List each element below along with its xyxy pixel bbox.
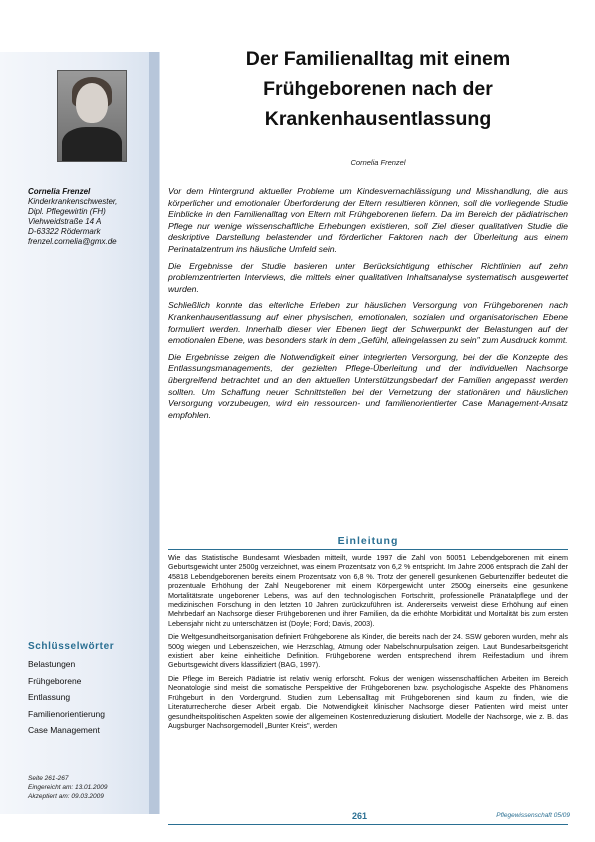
title-line: Krankenhausentlassung bbox=[264, 108, 492, 130]
keyword-item: Case Management bbox=[28, 725, 100, 735]
keywords-list bbox=[28, 656, 153, 739]
author-line: Viehweidstraße 14 A bbox=[28, 217, 102, 226]
author-line: D-63322 Rödermark bbox=[28, 227, 101, 236]
author-photo-body bbox=[62, 127, 122, 162]
abstract-paragraph: Die Ergebnisse zeigen die Notwendigkeit einer integrierten Versorgung, bei der die Konzepte des Entlassungsmanagements, der gezielten Pflege-Überleitung und der individuellen Nachsorge übergreifend betrachtet und an den aktuellen Unterstützungsbedarf der Familien angepasst werden sollten. Um Schaffung neuer Schnittstellen bei der Vernetzung der stationären und häuslichen Versorgung vorzubeugen, wird ein ressourcen- und familienorientierter Case Management-Ansatz empfohlen. bbox=[168, 351, 568, 420]
meta-pages: Seite 261-267 bbox=[28, 775, 69, 782]
byline: Cornelia Frenzel bbox=[350, 158, 406, 167]
title-line: Frühgeborenen nach der bbox=[263, 78, 493, 100]
abstract-paragraph: Die Ergebnisse der Studie basieren unter Berücksichtigung ethischer Richtlinien auf zehn problemzentrierten Interviews, die mittels einer qualitativen Inhaltsanalyse systematisch ausgewertet wurden. bbox=[168, 260, 568, 294]
body-text bbox=[168, 553, 568, 734]
journal-footer: Pflegewissenschaft 05/09 bbox=[496, 812, 570, 819]
section-rule bbox=[168, 549, 568, 550]
meta-accepted: Akzeptiert am: 09.03.2009 bbox=[28, 793, 104, 800]
author-line: Kinderkrankenschwester, bbox=[28, 197, 118, 206]
abstract bbox=[168, 186, 568, 426]
author-photo bbox=[57, 70, 127, 162]
title-line: Der Familienalltag mit einem bbox=[245, 48, 511, 70]
author-email: frenzel.cornelia@gmx.de bbox=[28, 237, 117, 246]
author-line: Dipl. Pflegewirtin (FH) bbox=[28, 207, 106, 216]
abstract-paragraph: Schließlich konnte das elterliche Erleben zur häuslichen Versorgung von Frühgeborenen nach Krankenhausentlassung auf einer physischen, emotionalen, sozialen und organisatorischen Ebene formuliert werden. Innerhalb dieser vier Ebenen liegt der Schwerpunkt der Belastungen auf der emotionalen Ebene, was besonders stark in dem „Gefühl, alleingelassen zu sein" zum Ausdruck kommt. bbox=[168, 300, 568, 346]
section-heading: Einleitung bbox=[337, 535, 399, 547]
submission-meta bbox=[28, 774, 150, 801]
keyword-item: Frühgeborene bbox=[28, 675, 82, 686]
keywords-title: Schlüsselwörter bbox=[28, 641, 115, 652]
keyword-item: Belastungen bbox=[28, 659, 76, 669]
article-title bbox=[168, 44, 588, 134]
page-number: 261 bbox=[352, 811, 368, 821]
body-paragraph: Die Weltgesundheitsorganisation definiert Frühgeborene als Kinder, die bereits nach der 24. SSW geboren wurden, mehr als 500g wiegen und Lebenszeichen, wie Herzschlag, Atmung oder Nabelschnurpulsation zeigen. Laut Bundesarbeitsgericht existiert aber keine einheitliche Definition. Frühgeborene werden entsprechend ihrem Reifestadium und ihrem Geburtsgewicht divers klassifiziert (BAG, 1997). bbox=[168, 632, 568, 670]
abstract-paragraph: Vor dem Hintergrund aktueller Probleme um Kindesvernachlässigung und Misshandlung, die aus körperlicher und emotionaler Überforderung der Eltern resultieren können, soll die vorliegende Studie Einblicke in den Familienalltag von Eltern mit Frühgeborenen liefern. Da im Bereich der pädiatrischen Pflege nur wenige wissenschaftliche Erhebungen existieren, soll Ziel dieser qualitativen Studie die deskriptive Darstellung belastender und förderlicher Faktoren nach der Überleitung aus einem Perinatalzentrum ins häusliche Umfeld sein. bbox=[168, 186, 568, 254]
meta-submitted: Eingereicht am: 13.01.2009 bbox=[28, 784, 108, 791]
keyword-item: Entlassung bbox=[28, 692, 71, 702]
author-info bbox=[28, 187, 150, 247]
body-paragraph: Wie das Statistische Bundesamt Wiesbaden mitteilt, wurde 1997 die Zahl von 50051 Lebendgeborenen mit einem Geburtsgewicht unter 2500g verzeichnet, was einem Prozentsatz von 6,2 % entspricht. Im Jahre 2006 entsprach die Zahl der 45818 Lebendgeborenen bereits einem Prozentsatz von 6,8 %. Trotz der generell gesunkenen Geburtenziffer bedeutet die prozentuale Erhöhung der Zahl Neugeborener mit einem Körpergewicht unter 2500g einerseits eine gesunkene Mortalitätsrate ungeborener Lebens, was auf den technologischen Fortschritt, professionelle Pränatalpflege und der medizinischen Forschung in den letzten 10 Jahren zurückzuführen ist. Andererseits verweist diese Erhöhung auf einen Mehrbedarf an Nachsorge dieser Frühgeborenen und ihrer Familien, da die erhöhte Morbidität und Mortalität bis zum ersten Lebensjahr nicht zu unterschätzen ist (Doyle; Ford; Davis, 2003). bbox=[168, 553, 568, 628]
footer-rule bbox=[168, 824, 568, 825]
keyword-item: Familienorientierung bbox=[28, 708, 106, 719]
author-photo-face bbox=[76, 83, 108, 123]
body-paragraph: Die Pflege im Bereich Pädiatrie ist relativ wenig erforscht. Fokus der wenigen wissenschaftlichen Arbeiten im Bereich Neonatologie sind meist die somatische Perspektive der Frühgeborenen bzw. psychologische Aspekte des Phänomens Frühgeburt in den Vordergrund. Studien zum Lebensalltag mit Frühgeborenen sind kaum zu finden, wie die Literaturrecherche dieser Arbeit ergab. Die Notwendigkeit klinischer Nachsorge dieser Patienten wird meist unter gesundheitspolitischen Aspekten sowie der allgemeinen Kostenreduzierung diskutiert. Modelle der Nachsorge, wie z. B. das Augsburger Nachsorgemodell „Bunter Kreis", werden bbox=[168, 673, 568, 730]
author-name: Cornelia Frenzel bbox=[28, 187, 91, 196]
